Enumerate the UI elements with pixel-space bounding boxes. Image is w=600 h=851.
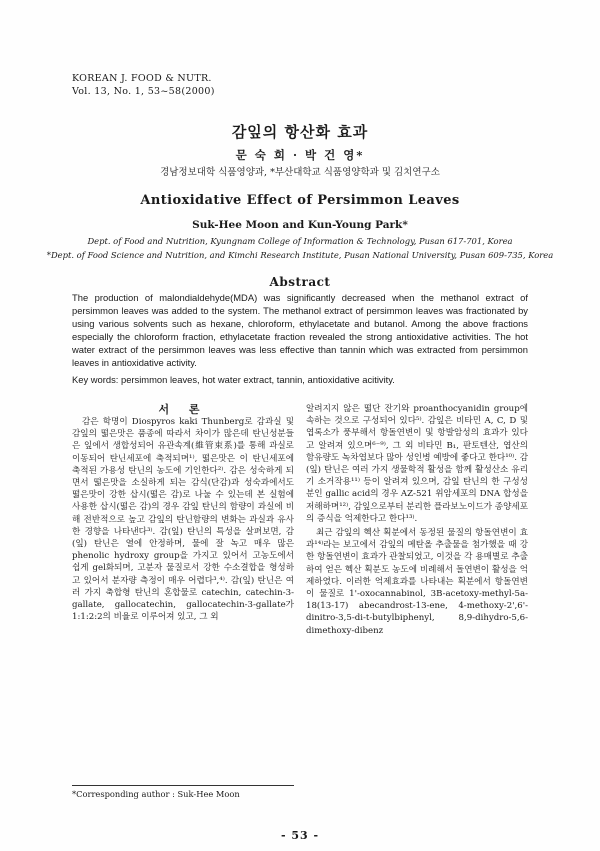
korean-title: 감잎의 항산화 효과 — [231, 123, 369, 141]
journal-volume: Vol. 13, No. 1, 53~58(2000) — [72, 86, 215, 97]
page-number: - 53 - — [280, 829, 320, 842]
keywords: Key words: persimmon leaves, hot water extract, tannin, antioxidative acitivity. — [72, 374, 395, 385]
abstract-heading: Abstract — [269, 275, 331, 289]
abstract-text: The production of malondialdehyde(MDA) was significantly decreased when the methanol extract of persimmon leaves was added to the system. The methanol extract of persimmon leaves was fractionated by using various solvents such as hexane, chloroform, ethylacetate and butanol. Among the above fractions especially the chloroform fraction, ethylacetate fraction revealed the strong antioxidative activities. The hot water extract of the persimmon leaves was less effective than tannin which was extracted from persimmon leaves in antioxidative activity. — [72, 292, 528, 368]
intro-paragraph-2: 알려지지 않은 떫단 잔기와 proanthocyanidin group에 속하는 것으로 구성되어 있다⁵⁾. 감잎은 비타민 A, C, D 및 엽록소가 풍부해서 항돌연변이 및 항발암성의 효과가 있다고 알려져 있으며⁶⁻⁹⁾, 그 외 비타민 B₁, 판토텐산, 엽산의 함유량도 녹차엽보다 많아 성인병 예방에 좋다고 한다¹⁰⁾. 감(잎) 탄닌은 여러 가지 생물학적 활성을 함께 활성산소 유리기 소거작용¹¹⁾ 등이 알려져 있으며, 감잎 탄닌의 한 구성성분인 gallic acid의 경우 AZ-521 위암세포의 DNA 합성을 저해하며¹²⁾, 감잎으로부터 분리한 플라보노이드가 종양세포의 증식을 억제한다고 한다¹³⁾. — [306, 404, 528, 524]
english-title: Antioxidative Effect of Persimmon Leaves — [140, 193, 460, 208]
journal-name: KOREAN J. FOOD & NUTR. — [72, 73, 212, 84]
affiliation-1: Dept. of Food and Nutrition, Kyungnam College of Information & Technology, Pusan 617-701, Korea — [87, 236, 513, 246]
affiliation-2: *Dept. of Food Science and Nutrition, and Kimchi Research Institute, Pusan National University, Pusan 609-735, Korea — [46, 250, 554, 260]
section-title-introduction: 서 론 — [158, 403, 208, 416]
footnote-corresponding-author: *Corresponding author : Suk-Hee Moon — [72, 789, 240, 799]
english-authors: Suk-Hee Moon and Kun-Young Park* — [192, 219, 408, 231]
body-column-left — [72, 416, 294, 625]
korean-authors: 문 숙 희 · 박 건 영* — [235, 148, 365, 162]
intro-paragraph-1: 감은 학명이 Diospyros kaki Thunberg로 감과실 및 감잎의 떫은맛은 품종에 따라서 차이가 많은데 탄닌성분들은 잎에서 생합성되어 유관속계(維管束系)를 통해 과실로 이동되어 탄닌세포에 축적되며¹⁾, 떫은맛은 이 탄닌세포에 축적된 가용성 탄닌의 농도에 기인한다²⁾. 감은 성숙하게 되면서 떫은맛을 소실하게 되는 감식(단감)과 성숙과에서도 떫은맛이 강한 삽시(떫은 감)로 나눌 수 있는데 본 실험에 사용한 삽시(떫은 감)의 경우 감잎 탄닌의 함량이 과실에 비해 전반적으로 높고 감잎의 탄닌함량의 변화는 과실과 유사한 경향을 나타낸다³⁾. 감(잎) 탄닌의 특성을 살펴보면, 감(잎) 탄닌은 열에 안정하며, 물에 잘 녹고 매우 많은 phenolic hydroxy group을 가지고 있어서 고농도에서 쉽게 gel화되며, 고분자 물질로서 강한 수소결합을 형성하고 있어서 분자량 측정이 매우 어렵다³,⁴⁾. 감(잎) 탄닌은 여러 가지 축합형 탄닌의 혼합물로 catechin, catechin-3-gallate, gallocatechin, gallocatechin-3-gallate가 1:1:2:2의 비율로 이루어져 있고, 그 외 — [72, 417, 294, 623]
korean-affiliation: 경남정보대학 식품영양과, *부산대학교 식품영양학과 및 김치연구소 — [160, 167, 440, 178]
journal-header — [72, 72, 215, 98]
footnote-divider — [72, 785, 294, 786]
intro-paragraph-3: 최근 감잎의 헥산 획분에서 동정된 물질의 항돌연변이 효과¹⁴⁾라는 보고에서 감잎의 메탄올 추출물을 첨가했을 때 강한 항돌연변이 효과가 관찰되었고, 이것을 각 용매별로 추출하여 얻은 헥산 획분도 농도에 비례해서 돌연변이 활성을 억제하였다. 이러한 억제효과를 나타내는 획분에서 항돌연변이 물질로 1'-oxocannabinol, 3B-acetoxy-methyl-5a-18(13-17) abecandrost-13-ene, 4-methoxy-2',6'-dinitro-3,5-di-t-butylbiphenyl, 8,9-dihydro-5,6-dimethoxy-dibenz — [306, 528, 528, 636]
body-column-right — [306, 403, 528, 639]
